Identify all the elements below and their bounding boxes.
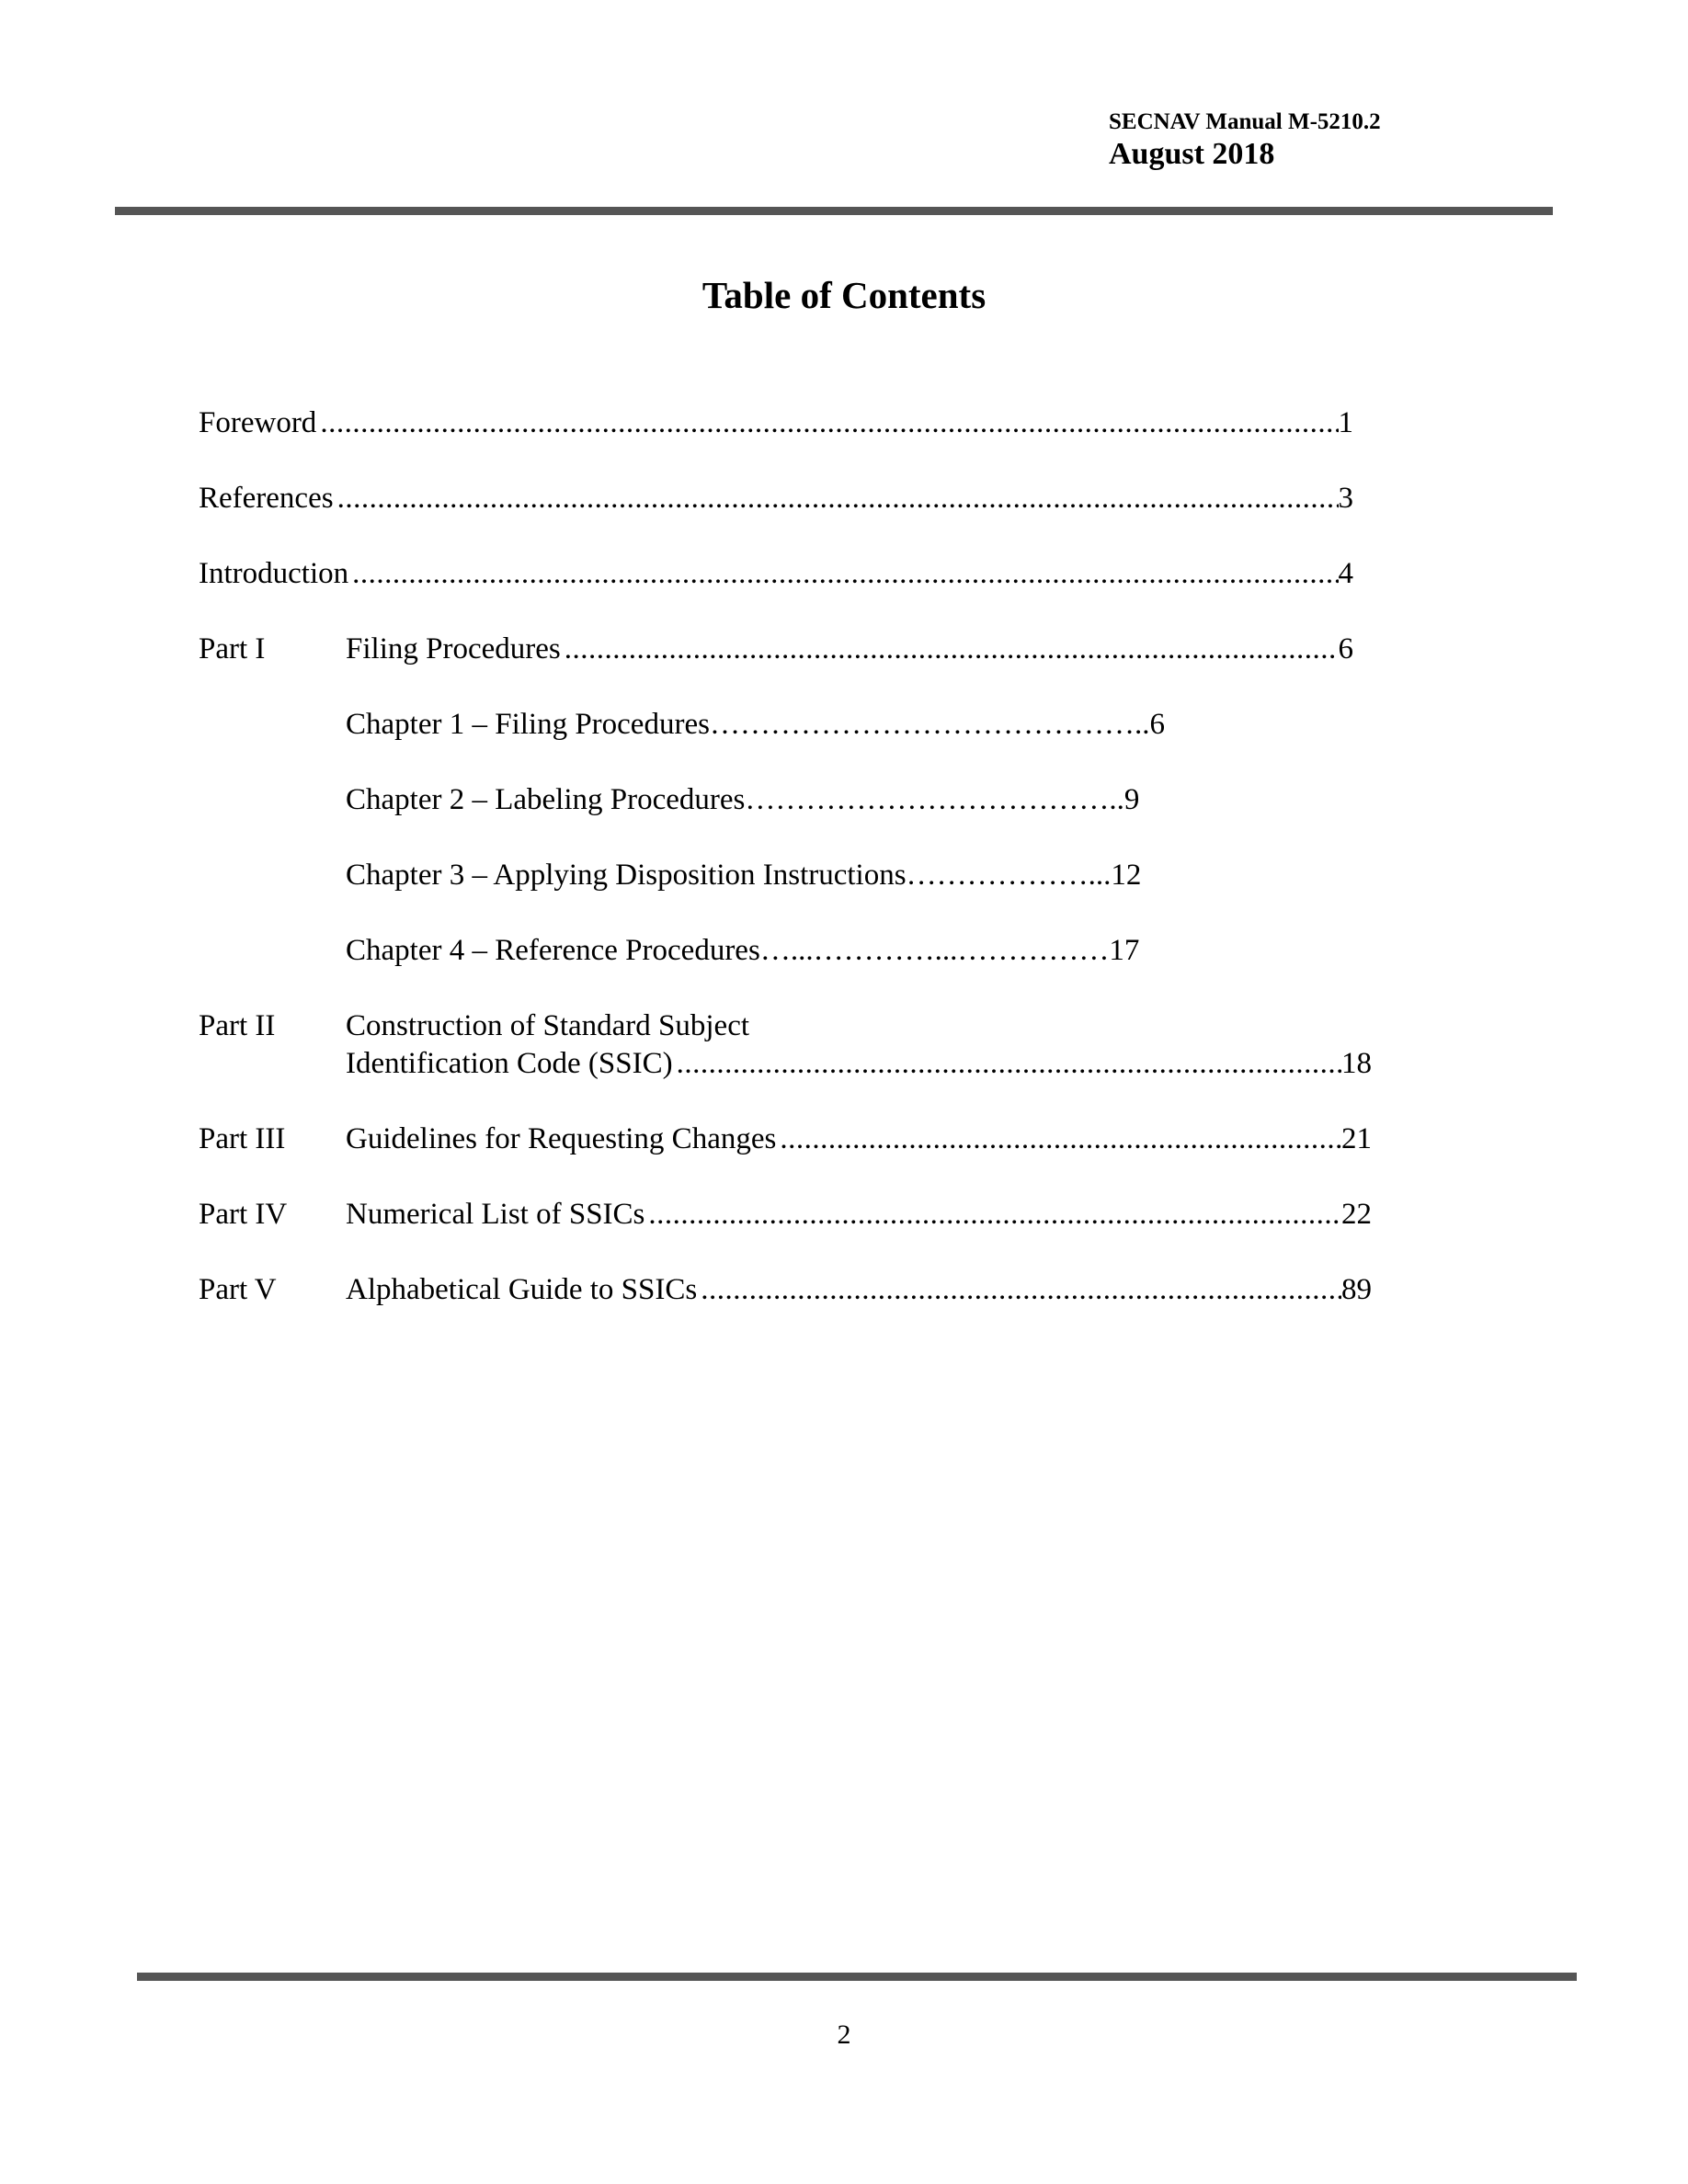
header-rule bbox=[115, 207, 1553, 215]
toc-leader bbox=[352, 555, 1338, 593]
toc-entry-part-5 bbox=[199, 1271, 1372, 1309]
toc-entry-page: 6 bbox=[1338, 632, 1353, 665]
toc-leader bbox=[677, 1045, 1341, 1083]
toc-entry-page: 18 bbox=[1341, 1047, 1372, 1080]
page-number: 2 bbox=[837, 2019, 851, 2050]
toc-leader: …...…………...…………… bbox=[759, 934, 1110, 967]
toc-entry-chapter-3 bbox=[346, 857, 1141, 894]
toc-leader bbox=[780, 1120, 1341, 1158]
toc-part-label: Part II bbox=[199, 1009, 276, 1042]
toc-entry-page: 21 bbox=[1341, 1122, 1372, 1155]
toc-entry-page: 89 bbox=[1341, 1273, 1372, 1306]
toc-entry-label: Guidelines for Requesting Changes bbox=[346, 1122, 777, 1155]
toc-entry-label: Introduction bbox=[199, 557, 349, 590]
toc-part-label: Part III bbox=[199, 1122, 286, 1155]
manual-id: SECNAV Manual M-5210.2 bbox=[1109, 109, 1381, 134]
toc-entry-part-2 bbox=[199, 1007, 1372, 1083]
page-title: Table of Contents bbox=[701, 274, 987, 316]
toc-leader bbox=[337, 480, 1339, 518]
toc-part-label: Part I bbox=[199, 632, 266, 665]
toc-entry-page: 9 bbox=[1123, 783, 1140, 816]
toc-entry-label: Chapter 4 – Reference Procedures bbox=[346, 934, 760, 967]
toc-entry-label: Chapter 1 – Filing Procedures bbox=[346, 708, 710, 741]
toc-part-label: Part V bbox=[199, 1273, 277, 1306]
toc-entry-label: Alphabetical Guide to SSICs bbox=[346, 1273, 698, 1306]
toc-leader bbox=[648, 1196, 1341, 1234]
toc-entry-chapter-4 bbox=[346, 932, 1139, 970]
toc-entry-label: References bbox=[199, 482, 334, 515]
footer-rule bbox=[137, 1973, 1577, 1981]
toc-entry-label: Numerical List of SSICs bbox=[346, 1198, 645, 1231]
toc-entry-part-4 bbox=[199, 1196, 1372, 1234]
toc-entry-page: 17 bbox=[1109, 934, 1140, 967]
toc-entry-foreword bbox=[199, 404, 1353, 442]
toc-entry-label: Chapter 3 – Applying Disposition Instructions bbox=[346, 859, 907, 892]
toc-entry-page: 12 bbox=[1111, 859, 1142, 892]
toc-entry-page: 6 bbox=[1149, 708, 1165, 741]
toc-entry-chapter-1 bbox=[346, 706, 1165, 744]
toc-leader: ……………………………….. bbox=[745, 783, 1124, 816]
toc-part-label: Part IV bbox=[199, 1198, 288, 1231]
toc-entry-label: Chapter 2 – Labeling Procedures bbox=[346, 783, 746, 816]
toc-entry-page: 22 bbox=[1341, 1198, 1372, 1231]
toc-entry-label: Filing Procedures bbox=[346, 632, 561, 665]
toc-leader bbox=[320, 404, 1338, 442]
toc-entry-chapter-2 bbox=[346, 781, 1139, 819]
toc-entry-page: 3 bbox=[1338, 482, 1353, 515]
toc-entry-page: 1 bbox=[1338, 406, 1353, 439]
running-header bbox=[1109, 108, 1587, 173]
toc-entry-part-1 bbox=[199, 631, 1353, 668]
toc-leader bbox=[701, 1271, 1341, 1309]
toc-leader: …………………………………….. bbox=[709, 708, 1150, 741]
toc-leader: ………………... bbox=[906, 859, 1112, 892]
toc-entry-references bbox=[199, 480, 1353, 518]
toc-entry-introduction bbox=[199, 555, 1353, 593]
toc-entry-label: Foreword bbox=[199, 406, 317, 439]
toc-entry-label-line2: Identification Code (SSIC) bbox=[346, 1047, 673, 1080]
toc-entry-label-line1: Construction of Standard Subject bbox=[346, 1009, 750, 1042]
toc-entry-page: 4 bbox=[1338, 557, 1353, 590]
toc-entry-part-3 bbox=[199, 1120, 1372, 1158]
manual-date: August 2018 bbox=[1109, 137, 1275, 171]
toc-leader bbox=[565, 631, 1339, 668]
